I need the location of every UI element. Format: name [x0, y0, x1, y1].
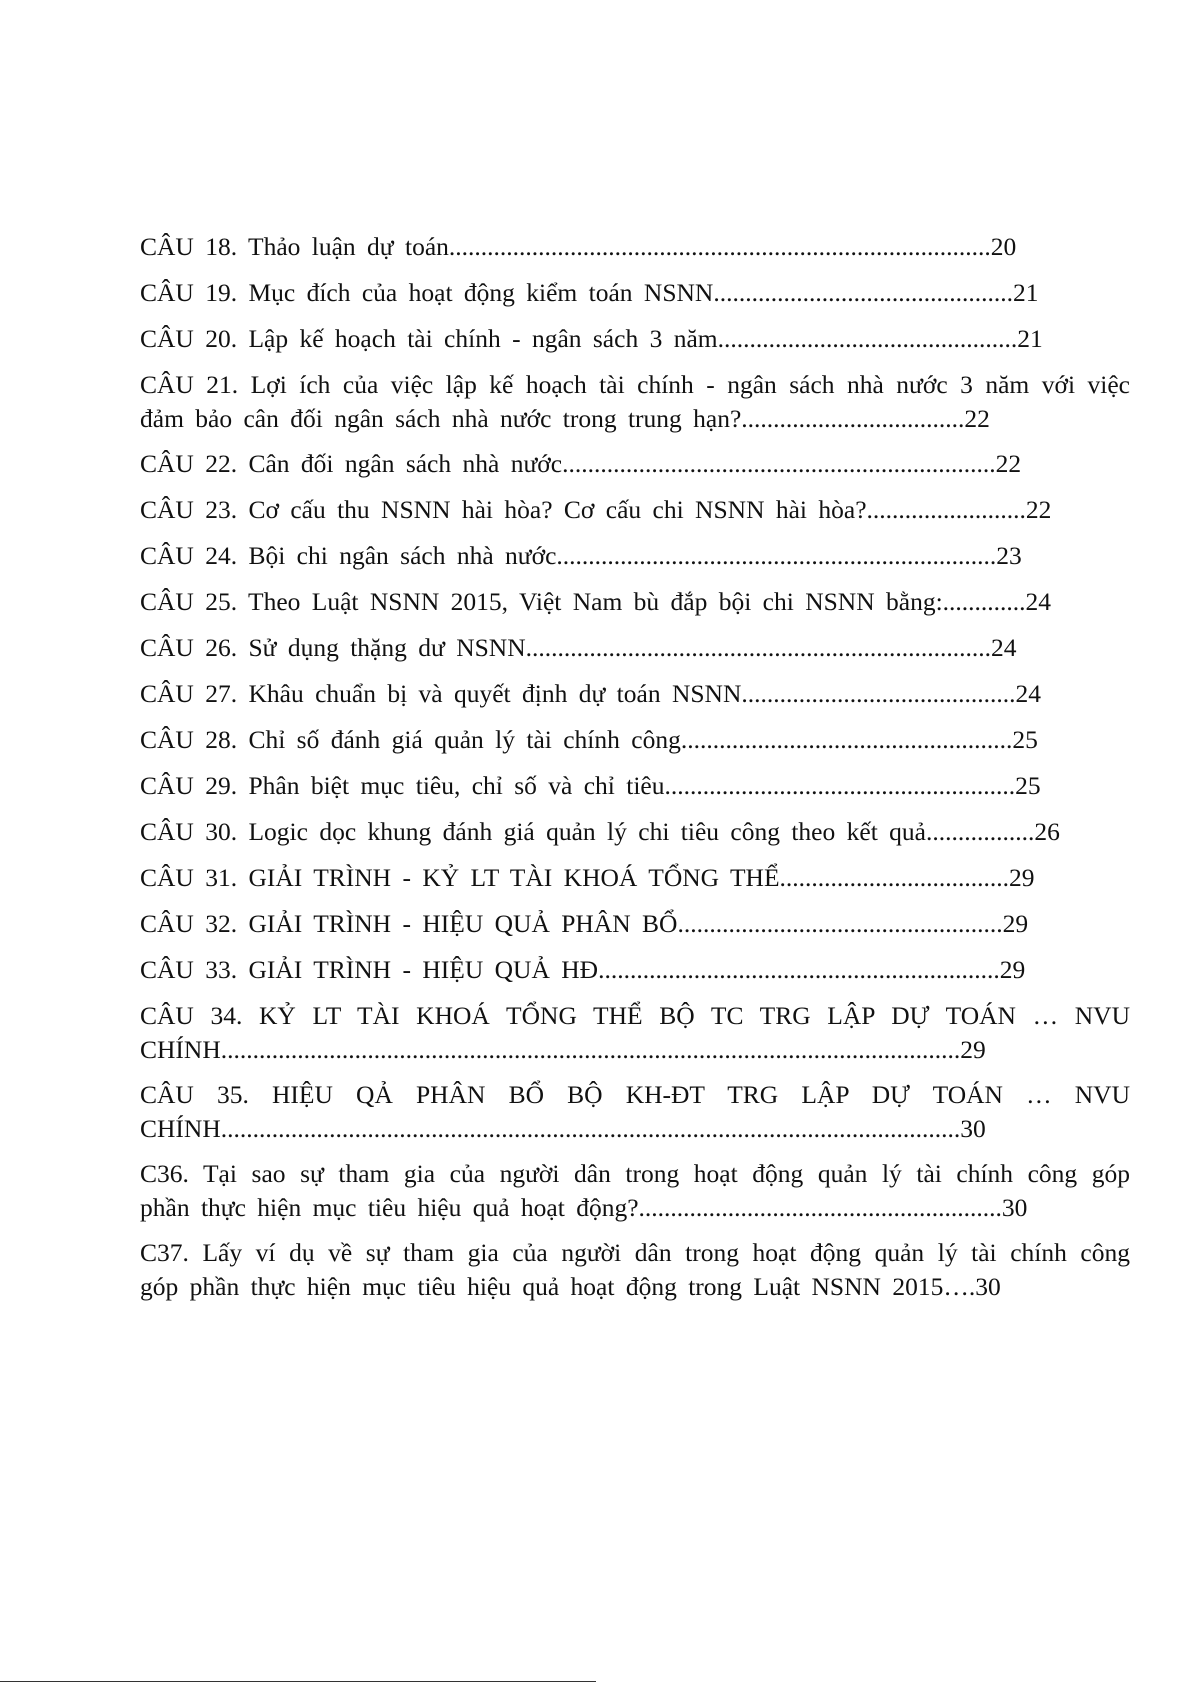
toc-entry-35: CÂU 35. HIỆU QẢ PHÂN BỔ BỘ KH-ĐT TRG LẬP DỰ TOÁN … NVU CHÍNH....................................................................................................................30 — [140, 1080, 1130, 1143]
toc-entry-20: CÂU 20. Lập kế hoạch tài chính - ngân sách 3 năm...............................................21 — [140, 324, 1043, 353]
table-of-contents — [140, 230, 1130, 1315]
toc-entry-31: CÂU 31. GIẢI TRÌNH - KỶ LT TÀI KHOÁ TỔNG THỂ....................................29 — [140, 863, 1035, 892]
toc-entry-33: CÂU 33. GIẢI TRÌNH - HIỆU QUẢ HĐ...............................................................29 — [140, 955, 1026, 984]
toc-entry-19: CÂU 19. Mục đích của hoạt động kiểm toán NSNN...............................................21 — [140, 278, 1039, 307]
toc-entry-37: C37. Lấy ví dụ về sự tham gia của người dân trong hoạt động quản lý tài chính công góp phần thực hiện mục tiêu hiệu quả hoạt động trong Luật NSNN 2015….30 — [140, 1238, 1130, 1301]
footer-rule — [0, 1681, 596, 1682]
toc-entry-36: C36. Tại sao sự tham gia của người dân trong hoạt động quản lý tài chính công góp phần thực hiện mục tiêu hiệu quả hoạt động?.........................................................30 — [140, 1159, 1130, 1222]
toc-entry-26: CÂU 26. Sử dụng thặng dư NSNN.........................................................................24 — [140, 633, 1017, 662]
toc-entry-34: CÂU 34. KỶ LT TÀI KHOÁ TỔNG THỂ BỘ TC TRG LẬP DỰ TOÁN … NVU CHÍNH....................................................................................................................29 — [140, 1001, 1130, 1064]
toc-entry-24: CÂU 24. Bội chi ngân sách nhà nước.....................................................................23 — [140, 541, 1022, 570]
toc-entry-29: CÂU 29. Phân biệt mục tiêu, chỉ số và chỉ tiêu.......................................................25 — [140, 771, 1041, 800]
toc-entry-27: CÂU 27. Khâu chuẩn bị và quyết định dự toán NSNN...........................................24 — [140, 679, 1042, 708]
toc-entry-25: CÂU 25. Theo Luật NSNN 2015, Việt Nam bù đắp bội chi NSNN bằng:.............24 — [140, 587, 1052, 616]
toc-entry-18: CÂU 18. Thảo luận dự toán.....................................................................................20 — [140, 232, 1017, 261]
toc-entry-23: CÂU 23. Cơ cấu thu NSNN hài hòa? Cơ cấu chi NSNN hài hòa?.........................22 — [140, 495, 1052, 524]
toc-entry-28: CÂU 28. Chỉ số đánh giá quản lý tài chính công....................................................25 — [140, 725, 1038, 754]
toc-entry-32: CÂU 32. GIẢI TRÌNH - HIỆU QUẢ PHÂN BỔ...................................................29 — [140, 909, 1029, 938]
toc-entry-22: CÂU 22. Cân đối ngân sách nhà nước....................................................................22 — [140, 449, 1022, 478]
toc-entry-30: CÂU 30. Logic dọc khung đánh giá quản lý chi tiêu công theo kết quả.................26 — [140, 817, 1060, 846]
toc-entry-21: CÂU 21. Lợi ích của việc lập kế hoạch tài chính - ngân sách nhà nước 3 năm với việc đảm bảo cân đối ngân sách nhà nước trong trung hạn?...................................22 — [140, 370, 1130, 433]
